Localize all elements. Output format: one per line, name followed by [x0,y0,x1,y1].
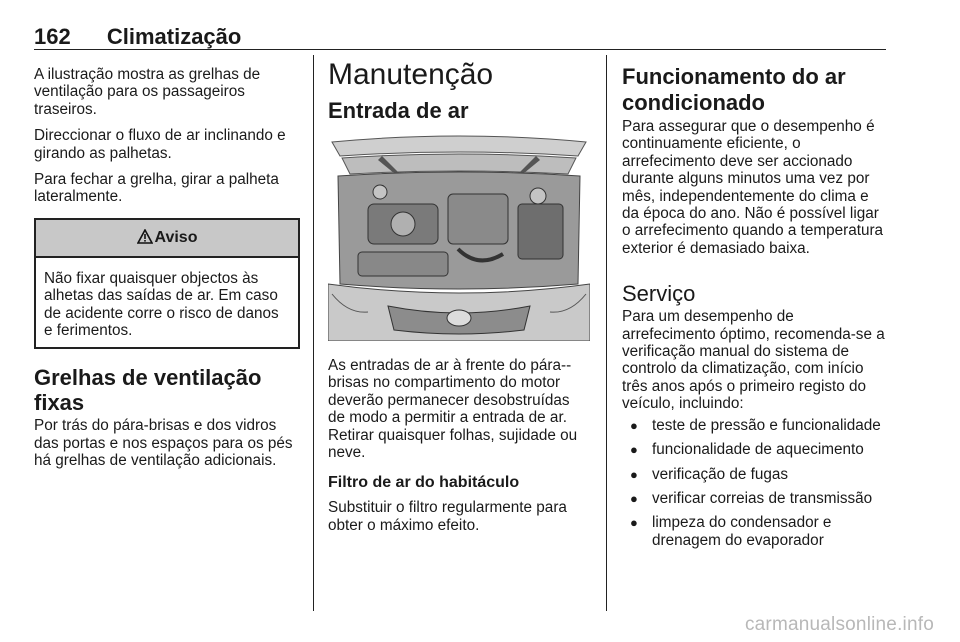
column-divider-1 [313,55,314,611]
section-heading: Filtro de ar do habitáculo [328,474,520,492]
list-item: ● funcionalidade de aquecimento [622,441,888,458]
section-heading: Funcionamento do ar condicionado [622,64,846,115]
paragraph: As entradas de ar à frente do pára--brisas no compartimento do motor deverão permanecer desobstruídas de modo a permitir a entrada de ar. Retirar quaisquer folhas, sujidade ou neve. [328,357,578,462]
warning-triangle-icon [137,229,153,247]
service-checklist [622,417,888,549]
column-1 [34,66,300,479]
paragraph: A ilustração mostra as grelhas de ventilação para os passageiros traseiros. [34,66,261,118]
section-title: Climatização [106,24,242,49]
page-header [34,24,241,50]
page-number: 162 [34,24,71,49]
column-divider-2 [606,55,607,611]
paragraph: Por trás do pára-brisas e dos vidros das portas e nos espaços para os pés há grelhas de ventilação adicionais. [34,417,293,470]
paragraph: Para fechar a grelha, girar a palheta lateralmente. [34,171,279,206]
column-3 [622,64,888,556]
warning-box [34,218,300,350]
paragraph: Direccionar o fluxo de ar inclinando e girando as palhetas. [34,127,286,162]
paragraph: Para um desempenho de arrefecimento óptimo, recomenda-se a verificação manual do sistema de controlo da climatização, com início três anos após o primeiro registo do veículo, incluindo: [622,308,885,413]
paragraph: Para assegurar que o desempenho é continuamente eficiente, o arrefecimento deve ser accionado durante alguns minutos uma vez por mês, independentemente do clima e da época do ano. Não é possível ligar o arrefecimento quando a temperatura exterior é demasiado baixa. [622,118,884,257]
section-heading: Grelhas de ventilação fixas [34,365,262,416]
header-divider [34,49,886,50]
subsection-title: Entrada de ar [328,98,469,123]
watermark: carmanualsonline.info [744,614,934,635]
list-item: ● teste de pressão e funcionalidade [622,417,888,434]
list-item: ● limpeza do condensador e drenagem do evaporador [622,514,888,549]
warning-header [36,220,298,258]
section-heading: Serviço [622,281,696,307]
paragraph: Substituir o filtro regularmente para obter o máximo efeito. [328,499,567,534]
chapter-title: Manutenção [328,58,494,91]
warning-body: Não fixar quaisquer objectos às alhetas das saídas de ar. Em caso de acidente corre o risco de danos e ferimentos. [44,269,279,340]
list-item: ● verificação de fugas [622,466,888,483]
warning-title: Aviso [154,229,198,247]
list-item: ● verificar correias de transmissão [622,490,888,507]
engine-bay-illustration [328,134,590,341]
column-2 [328,58,590,543]
